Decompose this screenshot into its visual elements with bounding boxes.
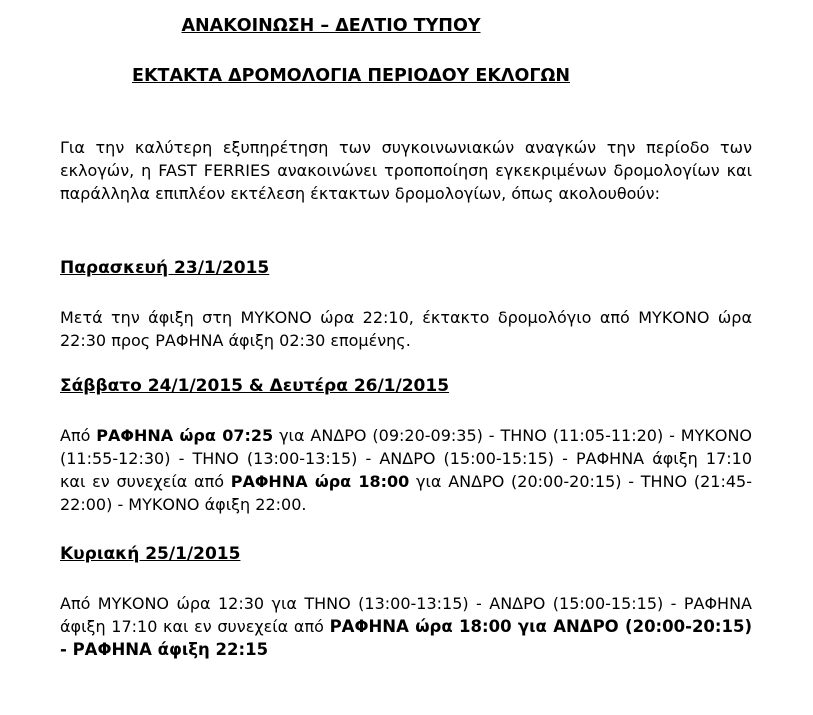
intro-paragraph: Για την καλύτερη εξυπηρέτηση των συγκοινωνιακών αναγκών την περίοδο των εκλογών, η FAST FERRIES ανακοινώνει τροποποίηση εγκεκριμένων δρομολογίων και παράλληλα επιπλέον εκτέλεση έκτακτων δρομολογίων, όπως ακολουθούν: <box>60 138 752 203</box>
bold-departure: ΡΑΦΗΝΑ ώρα 07:25 <box>96 426 274 445</box>
section-heading-saturday-monday: Σάββατο 24/1/2015 & Δευτέρα 26/1/2015 <box>60 376 450 396</box>
document-subtitle: ΕΚΤΑΚΤΑ ΔΡΟΜΟΛΟΓΙΑ ΠΕΡΙΟΔΟΥ ΕΚΛΟΓΩΝ <box>132 66 570 86</box>
text-run: Από <box>60 426 97 445</box>
section-text-sunday <box>60 592 752 661</box>
section-heading-friday: Παρασκευή 23/1/2015 <box>60 258 270 278</box>
section-heading-sunday: Κυριακή 25/1/2015 <box>60 544 241 564</box>
bold-departure: ΡΑΦΗΝΑ ώρα 18:00 για ΑΝΔΡΟ (20:00-20:15) - ΡΑΦΗΝΑ άφιξη 22:15 <box>60 617 753 659</box>
text-run: για ΑΝΔΡΟ (20:00-20:15) - ΤΗΝΟ (21:45-22:00) - ΜΥΚΟΝΟ άφιξη 22:00. <box>60 472 752 514</box>
document-title: ΑΝΑΚΟΙΝΩΣΗ – ΔΕΛΤΙΟ ΤΥΠΟΥ <box>181 16 481 36</box>
section-text-friday: Μετά την άφιξη στη ΜΥΚΟΝΟ ώρα 22:10, έκτακτο δρομολόγιο από ΜΥΚΟΝΟ ώρα 22:30 προς ΡΑΦΗΝΑ άφιξη 02:30 επομένης. <box>60 308 752 350</box>
section-text-saturday-monday <box>60 424 752 516</box>
text-run: Από ΜΥΚΟΝΟ ώρα 12:30 για ΤΗΝΟ (13:00-13:15) - ΑΝΔΡΟ (15:00-15:15) - ΡΑΦΗΝΑ άφιξη 17:10 και εν συνεχεία από <box>60 594 752 636</box>
text-run: για ΑΝΔΡΟ (09:20-09:35) - ΤΗΝΟ (11:05-11:20) - ΜΥΚΟΝΟ (11:55-12:30) - ΤΗΝΟ (13:00-13:15) - ΑΝΔΡΟ (15:00-15:15) - ΡΑΦΗΝΑ άφιξη 17:10 και εν συνεχεία από <box>60 426 752 491</box>
bold-departure: ΡΑΦΗΝΑ ώρα 18:00 <box>230 472 410 491</box>
